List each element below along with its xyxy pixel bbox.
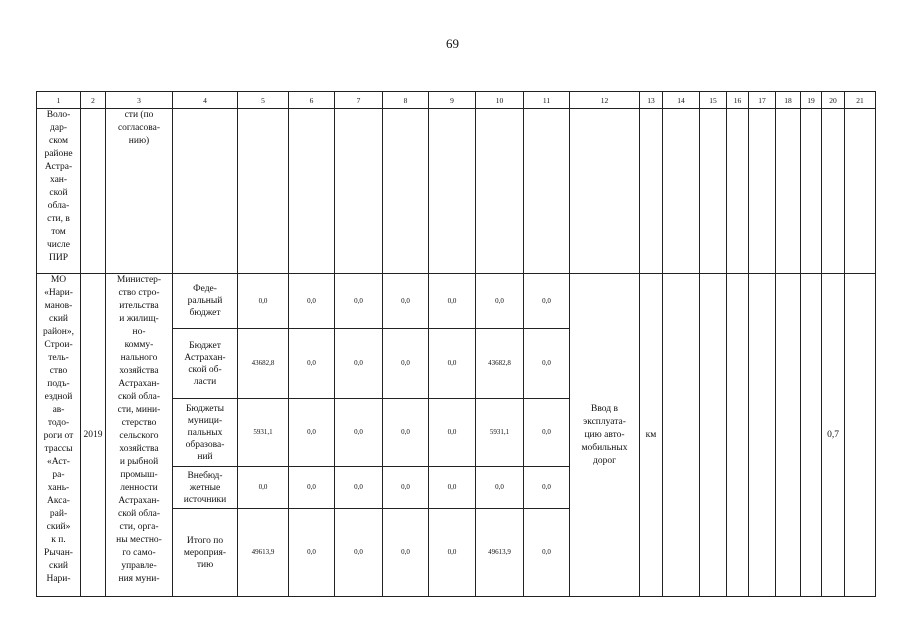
program-table xyxy=(36,91,876,597)
amount-cell: 0,0 xyxy=(524,509,570,597)
empty-cell xyxy=(383,109,429,274)
column-number: 14 xyxy=(663,92,700,109)
funding-source-name: Внебюд- жетные источники xyxy=(173,467,238,509)
empty-cell xyxy=(81,109,106,274)
empty-cell xyxy=(776,274,801,597)
amount-cell: 0,0 xyxy=(429,509,476,597)
continuation-object-cell: Воло- дар- ском районе Астра- хан- ской обла- сти, в том числе ПИР xyxy=(37,109,81,274)
empty-cell xyxy=(570,109,640,274)
amount-cell: 0,0 xyxy=(335,509,383,597)
amount-cell: 0,0 xyxy=(289,329,335,399)
amount-cell: 0,0 xyxy=(476,274,524,329)
funding-source-name: Бюджеты муници- пальных образова- ний xyxy=(173,399,238,467)
empty-cell xyxy=(700,274,727,597)
empty-cell xyxy=(727,109,749,274)
column-number: 18 xyxy=(776,92,801,109)
empty-cell xyxy=(663,109,700,274)
column-number: 6 xyxy=(289,92,335,109)
empty-cell xyxy=(429,109,476,274)
amount-cell: 0,0 xyxy=(383,329,429,399)
unit-cell: км xyxy=(640,274,663,597)
column-number: 16 xyxy=(727,92,749,109)
column-number: 3 xyxy=(106,92,173,109)
column-number: 9 xyxy=(429,92,476,109)
year-cell: 2019 xyxy=(81,274,106,597)
amount-cell: 0,0 xyxy=(476,467,524,509)
amount-cell: 0,0 xyxy=(238,274,289,329)
column-number: 11 xyxy=(524,92,570,109)
column-number: 20 xyxy=(822,92,845,109)
empty-cell xyxy=(663,274,700,597)
amount-cell: 0,0 xyxy=(335,399,383,467)
amount-cell: 43682,8 xyxy=(238,329,289,399)
empty-cell xyxy=(173,109,238,274)
target-value-cell: 0,7 xyxy=(822,274,845,597)
amount-cell: 0,0 xyxy=(335,274,383,329)
amount-cell: 0,0 xyxy=(383,399,429,467)
empty-cell xyxy=(289,109,335,274)
source-row-federal xyxy=(37,274,876,329)
continuation-responsible-cell: сти (по согласова- нию) xyxy=(106,109,173,274)
column-number-row xyxy=(37,92,876,109)
column-number: 17 xyxy=(749,92,776,109)
amount-cell: 43682,8 xyxy=(476,329,524,399)
column-number: 21 xyxy=(845,92,876,109)
amount-cell: 0,0 xyxy=(289,509,335,597)
empty-cell xyxy=(822,109,845,274)
funding-source-name: Бюджет Астрахан- ской об- ласти xyxy=(173,329,238,399)
amount-cell: 0,0 xyxy=(524,467,570,509)
column-number: 7 xyxy=(335,92,383,109)
amount-cell: 0,0 xyxy=(524,274,570,329)
empty-cell xyxy=(845,109,876,274)
empty-cell xyxy=(524,109,570,274)
responsible-executor-cell: Министер- ство стро- ительства и жилищ- но- комму- нального хозяйства Астрахан- ской обла- сти, мини- стерство сельского хозяйства и рыбной промыш- ленности Астрахан- ской обла- сти, орга- ны местно- го само- управле- ния муни- xyxy=(106,274,173,597)
amount-cell: 49613,9 xyxy=(476,509,524,597)
column-number: 10 xyxy=(476,92,524,109)
amount-cell: 0,0 xyxy=(383,509,429,597)
empty-cell xyxy=(727,274,749,597)
empty-cell xyxy=(749,274,776,597)
funding-source-name: Феде- ральный бюджет xyxy=(173,274,238,329)
column-number: 2 xyxy=(81,92,106,109)
amount-cell: 0,0 xyxy=(289,399,335,467)
empty-cell xyxy=(845,274,876,597)
amount-cell: 0,0 xyxy=(524,329,570,399)
column-number: 8 xyxy=(383,92,429,109)
empty-cell xyxy=(749,109,776,274)
amount-cell: 0,0 xyxy=(289,467,335,509)
amount-cell: 0,0 xyxy=(289,274,335,329)
amount-cell: 0,0 xyxy=(429,274,476,329)
empty-cell xyxy=(776,109,801,274)
amount-cell: 0,0 xyxy=(429,399,476,467)
empty-cell xyxy=(700,109,727,274)
column-number: 5 xyxy=(238,92,289,109)
empty-cell xyxy=(476,109,524,274)
amount-cell: 0,0 xyxy=(429,329,476,399)
empty-cell xyxy=(801,274,822,597)
column-number: 15 xyxy=(700,92,727,109)
amount-cell: 49613,9 xyxy=(238,509,289,597)
amount-cell: 0,0 xyxy=(524,399,570,467)
indicator-cell: Ввод в эксплуата- цию авто- мобильных дорог xyxy=(570,274,640,597)
column-number: 13 xyxy=(640,92,663,109)
column-number: 19 xyxy=(801,92,822,109)
amount-cell: 5931,1 xyxy=(238,399,289,467)
amount-cell: 0,0 xyxy=(238,467,289,509)
column-number: 1 xyxy=(37,92,81,109)
amount-cell: 5931,1 xyxy=(476,399,524,467)
page-number: 69 xyxy=(446,36,459,51)
amount-cell: 0,0 xyxy=(335,329,383,399)
amount-cell: 0,0 xyxy=(429,467,476,509)
empty-cell xyxy=(335,109,383,274)
amount-cell: 0,0 xyxy=(383,274,429,329)
object-name-cell: МО «Нари- манов- ский район», Строи- тель- ство подъ- ездной ав- тодо- роги от трассы «Аст- ра- хань- Акса- рай- ский» к п. Рычан- ский Нари- xyxy=(37,274,81,597)
empty-cell xyxy=(801,109,822,274)
column-number: 12 xyxy=(570,92,640,109)
amount-cell: 0,0 xyxy=(383,467,429,509)
funding-source-name: Итого по мероприя- тию xyxy=(173,509,238,597)
empty-cell xyxy=(238,109,289,274)
amount-cell: 0,0 xyxy=(335,467,383,509)
column-number: 4 xyxy=(173,92,238,109)
continuation-row xyxy=(37,109,876,274)
empty-cell xyxy=(640,109,663,274)
